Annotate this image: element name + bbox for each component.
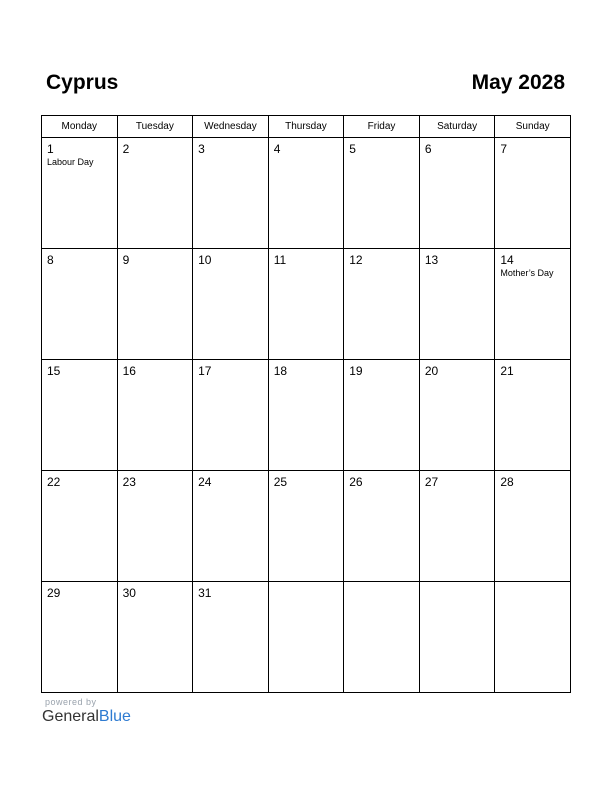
- day-number: 25: [273, 475, 288, 489]
- day-cell-content: [420, 582, 495, 590]
- day-cell: [419, 471, 495, 582]
- day-cell: [419, 582, 495, 693]
- day-number: 20: [424, 364, 439, 378]
- day-number: 19: [349, 364, 363, 378]
- day-number: 3: [198, 142, 205, 156]
- day-cell-content: [420, 249, 495, 271]
- day-cell-content: [269, 360, 344, 382]
- day-number: 13: [424, 253, 439, 267]
- generalblue-logo: [42, 708, 131, 726]
- weekday-tuesday: Tuesday: [117, 116, 193, 138]
- day-cell-content: [118, 138, 193, 160]
- day-cell: [193, 582, 269, 693]
- day-cell: [268, 138, 344, 249]
- day-cell-content: [495, 471, 570, 493]
- day-number: 15: [47, 364, 61, 378]
- day-cell-content: [495, 360, 570, 382]
- day-cell: [193, 249, 269, 360]
- week-row: [42, 471, 571, 582]
- day-number: 17: [198, 364, 212, 378]
- day-cell-content: [42, 582, 117, 604]
- day-number: 26: [349, 475, 363, 489]
- weekday-friday: Friday: [344, 116, 420, 138]
- day-cell-content: [118, 471, 193, 493]
- logo-blue-text: Blue: [98, 708, 131, 725]
- powered-by-text: powered by: [45, 697, 97, 707]
- day-cell-content: [344, 582, 419, 590]
- day-cell: [344, 582, 420, 693]
- day-cell: [117, 360, 193, 471]
- day-cell: [419, 360, 495, 471]
- weekday-thursday: Thursday: [268, 116, 344, 138]
- day-cell: [42, 582, 118, 693]
- day-cell: [495, 582, 571, 693]
- day-cell: [193, 360, 269, 471]
- day-cell-content: [42, 471, 117, 493]
- day-cell: [193, 471, 269, 582]
- day-cell-content: [344, 138, 419, 160]
- day-cell-content: [193, 582, 268, 604]
- logo-general-text: General: [42, 708, 99, 725]
- day-cell-content: [269, 138, 344, 160]
- week-row: [42, 582, 571, 693]
- day-number: 27: [424, 475, 439, 489]
- day-cell: [344, 360, 420, 471]
- day-number: 28: [500, 475, 514, 489]
- day-number: 4: [273, 142, 281, 156]
- day-number: 9: [122, 253, 130, 267]
- day-cell: [344, 138, 420, 249]
- day-cell-content: [420, 471, 495, 493]
- day-cell: [495, 249, 571, 360]
- day-cell-content: [344, 360, 419, 382]
- day-number: 30: [122, 586, 136, 600]
- day-cell-content: [118, 582, 193, 604]
- day-number: 29: [47, 586, 61, 600]
- day-cell-content: [42, 249, 117, 271]
- day-cell-content: [420, 360, 495, 382]
- day-cell-content: [193, 360, 268, 382]
- day-number: 7: [500, 142, 508, 156]
- day-cell-content: [495, 249, 570, 283]
- day-cell-content: [193, 471, 268, 493]
- day-cell: [268, 471, 344, 582]
- holiday-label: Labour Day: [47, 157, 94, 167]
- week-row: [42, 249, 571, 360]
- day-number: 10: [198, 253, 212, 267]
- day-cell-content: [118, 360, 193, 382]
- day-cell-content: [495, 582, 570, 590]
- day-number: 18: [273, 364, 288, 378]
- day-cell: [268, 249, 344, 360]
- day-number: 5: [349, 142, 356, 156]
- day-number: 12: [349, 253, 363, 267]
- holiday-label: Mother’s Day: [500, 268, 554, 278]
- day-number: 24: [198, 475, 212, 489]
- day-cell: [268, 360, 344, 471]
- day-cell: [495, 471, 571, 582]
- day-cell: [117, 249, 193, 360]
- day-number: 1: [47, 142, 54, 156]
- day-cell-content: [269, 249, 344, 271]
- day-number: 16: [122, 364, 136, 378]
- day-number: 2: [122, 142, 130, 156]
- day-cell: [42, 471, 118, 582]
- day-number: 22: [47, 475, 61, 489]
- day-cell: [495, 138, 571, 249]
- day-cell-content: [269, 471, 344, 493]
- day-cell-content: [420, 138, 495, 160]
- day-cell: [117, 138, 193, 249]
- weekday-saturday: Saturday: [419, 116, 495, 138]
- day-cell: [42, 249, 118, 360]
- day-cell-content: [42, 138, 117, 172]
- day-cell: [419, 249, 495, 360]
- day-number: 11: [273, 253, 287, 267]
- day-cell-content: [344, 249, 419, 271]
- calendar-body: [42, 138, 571, 693]
- day-cell: [419, 138, 495, 249]
- day-number: 31: [198, 586, 212, 600]
- month-title: May 2028: [471, 71, 565, 94]
- calendar-grid: [41, 115, 571, 693]
- country-title: Cyprus: [46, 71, 119, 94]
- day-number: 14: [500, 253, 514, 267]
- day-cell-content: [269, 582, 344, 590]
- week-row: [42, 138, 571, 249]
- day-cell: [495, 360, 571, 471]
- day-number: 23: [122, 475, 136, 489]
- day-cell: [42, 138, 118, 249]
- day-cell: [344, 471, 420, 582]
- footer-branding: [42, 697, 131, 726]
- day-cell: [117, 471, 193, 582]
- day-cell-content: [193, 138, 268, 160]
- day-cell: [193, 138, 269, 249]
- day-number: 6: [424, 142, 432, 156]
- day-cell-content: [42, 360, 117, 382]
- day-cell: [344, 249, 420, 360]
- weekday-monday: Monday: [42, 116, 118, 138]
- weekday-wednesday: Wednesday: [193, 116, 269, 138]
- day-cell: [42, 360, 118, 471]
- day-cell-content: [495, 138, 570, 160]
- day-cell: [117, 582, 193, 693]
- day-cell-content: [193, 249, 268, 271]
- day-cell-content: [344, 471, 419, 493]
- day-cell: [268, 582, 344, 693]
- week-row: [42, 360, 571, 471]
- weekday-sunday: Sunday: [495, 116, 571, 138]
- day-cell-content: [118, 249, 193, 271]
- day-number: 8: [47, 253, 54, 267]
- weekday-header-row: [42, 116, 571, 138]
- day-number: 21: [500, 364, 514, 378]
